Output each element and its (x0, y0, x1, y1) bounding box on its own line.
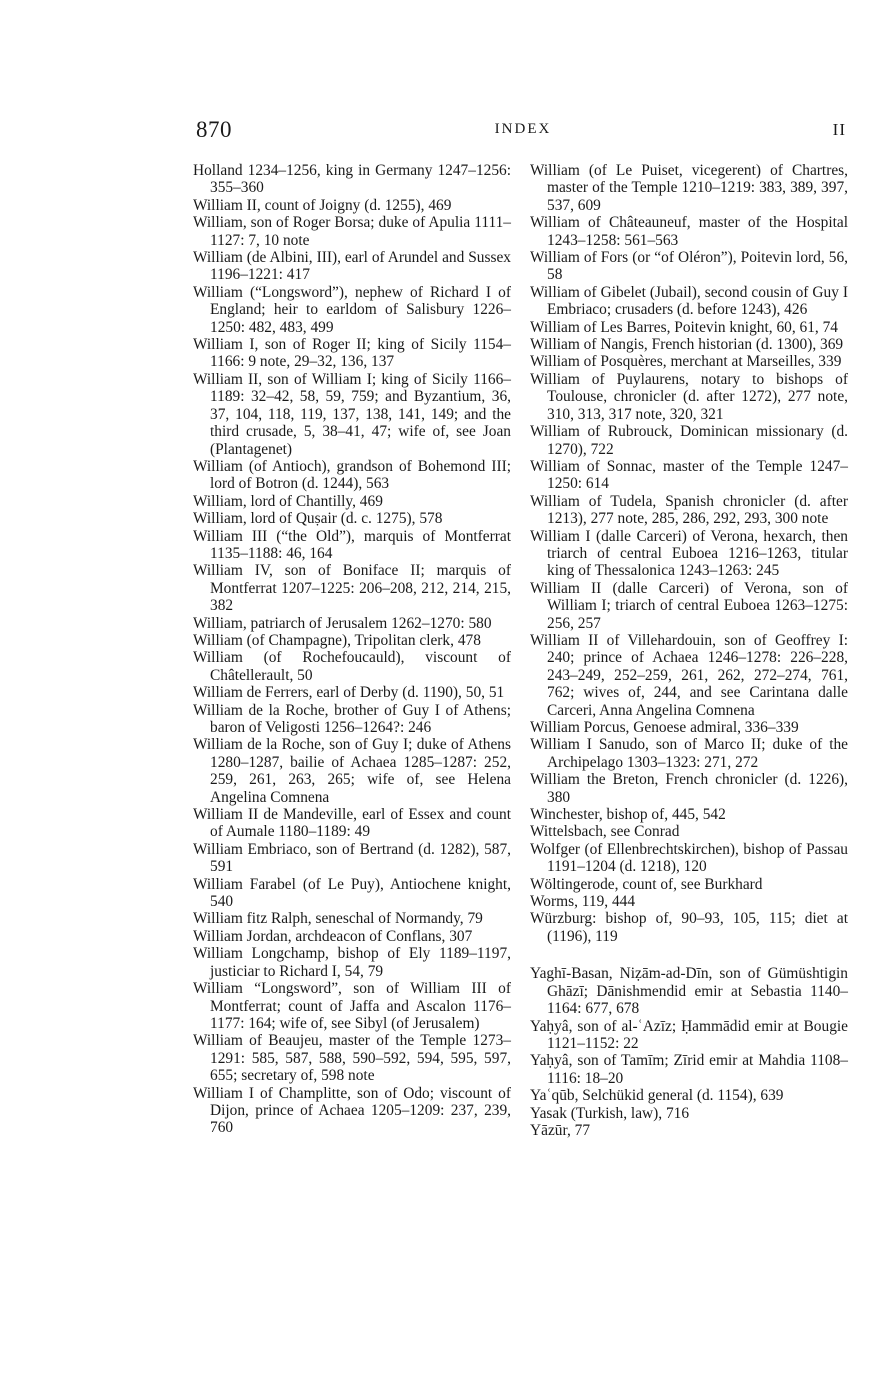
page-header (196, 117, 850, 145)
index-entry: William II, count of Joigny (d. 1255), 469 (193, 196, 452, 214)
index-entry: Yaḥyâ, son of al-ʿAzīz; Ḥammādid emir at Bougie 1121–1152: 22 (530, 1017, 848, 1052)
index-entry: Yāzūr, 77 (530, 1121, 591, 1139)
index-entry: William, lord of Chantilly, 469 (193, 492, 383, 510)
index-entry: William fitz Ralph, seneschal of Normandy, 79 (193, 910, 483, 928)
index-entry: William of Fors (or “of Oléron”), Poitevin lord, 56, 58 (530, 249, 848, 284)
index-entry: William, patriarch of Jerusalem 1262–1270: 580 (193, 614, 492, 632)
index-entry: William (“Longsword”), nephew of Richard I of England; heir to earldom of Salisbury 1226–1250: 482, 483, 499 (193, 283, 511, 336)
index-entry: William II (dalle Carceri) of Verona, son of William I; triarch of central Euboea 1263–1275: 256, 257 (530, 579, 848, 632)
index-entry: William the Breton, French chronicler (d. 1226), 380 (530, 771, 848, 806)
index-entry: William I Sanudo, son of Marco II; duke of the Archipelago 1303–1323: 271, 272 (530, 736, 848, 771)
index-entry: William of Les Barres, Poitevin knight, 60, 61, 74 (530, 318, 839, 336)
index-entry: William Embriaco, son of Bertrand (d. 1282), 587, 591 (193, 840, 511, 876)
index-entry: William of Beaujeu, master of the Temple 1273–1291: 585, 587, 588, 590–592, 594, 595, 597, 655; secretary of, 598 note (193, 1032, 511, 1085)
index-entry: Worms, 119, 444 (530, 893, 636, 911)
index-entry: William (of Rochefoucauld), viscount of Châtellerault, 50 (193, 649, 511, 684)
index-entry: William (of Antioch), grandson of Bohemond III; lord of Botron (d. 1244), 563 (193, 457, 511, 493)
volume-number: II (832, 120, 846, 139)
index-column-left (193, 162, 511, 1137)
index-entry: William of Rubrouck, Dominican missionary (d. 1270), 722 (530, 423, 848, 458)
index-entry: Würzburg: bishop of, 90–93, 105, 115; diet at (1196), 119 (530, 910, 848, 945)
index-entry: Holland 1234–1256, king in Germany 1247–1256: 355–360 (193, 162, 511, 197)
index-entry: William II of Villehardouin, son of Geoffrey I: 240; prince of Achaea 1246–1278: 226–228, 243–249, 252–259, 261, 262, 272–274, 761, 762; wives of, 244, and see Carintana dalle Carceri, Anna Angelina Comnena (530, 631, 848, 719)
index-entry: William I of Champlitte, son of Odo; viscount of Dijon, prince of Achaea 1205–1209: 237, 239, 760 (193, 1084, 511, 1137)
index-entry: William IV, son of Boniface II; marquis of Montferrat 1207–1225: 206–208, 212, 214, 215, 382 (193, 562, 511, 615)
letter-section-gap (530, 945, 848, 965)
index-entry: William Longchamp, bishop of Ely 1189–1197, justiciar to Richard I, 54, 79 (193, 945, 511, 980)
index-entry: Winchester, bishop of, 445, 542 (530, 806, 726, 824)
index-entry: William of Tudela, Spanish chronicler (d. after 1213), 277 note, 285, 286, 292, 293, 300 note (530, 492, 848, 528)
index-entry: William of Sonnac, master of the Temple 1247–1250: 614 (530, 457, 848, 493)
index-entry: William Jordan, archdeacon of Conflans, 307 (193, 927, 473, 945)
index-entry: William de Ferrers, earl of Derby (d. 1190), 50, 51 (193, 684, 505, 702)
index-entry: William of Posquères, merchant at Marseilles, 339 (530, 353, 842, 371)
index-entry: William I, son of Roger II; king of Sicily 1154–1166: 9 note, 29–32, 136, 137 (193, 336, 511, 371)
index-entry: William II, son of William I; king of Sicily 1166–1189: 32–42, 58, 59, 759; and Byzantium, 36, 37, 104, 118, 119, 137, 138, 141, 149; and the third crusade, 5, 38–41, 47; wife of, see Joan (Plantagenet) (193, 370, 511, 458)
index-entry: Yasak (Turkish, law), 716 (530, 1104, 690, 1122)
index-entry: William de la Roche, son of Guy I; duke of Athens 1280–1287, bailie of Achaea 1285–1287: 252, 259, 261, 263, 265; wife of, see Helena Angelina Comnena (193, 736, 511, 806)
index-entry: Yaḥyâ, son of Tamīm; Zīrid emir at Mahdia 1108–1116: 18–20 (530, 1052, 848, 1087)
index-entry: William (de Albini, III), earl of Arundel and Sussex 1196–1221: 417 (193, 249, 511, 284)
index-entry: Yaghī-Basan, Niẓām-ad-Dīn, son of Gümüshtigin Ghāzī; Dānishmendid emir at Sebastia 1140–1164: 677, 678 (530, 965, 848, 1018)
index-entry: William Porcus, Genoese admiral, 336–339 (530, 719, 799, 736)
index-entry: Yaʿqūb, Selchükid general (d. 1154), 639 (530, 1087, 784, 1105)
index-entry: William, lord of Quṣair (d. c. 1275), 578 (193, 510, 443, 528)
index-entry: William of Puylaurens, notary to bishops of Toulouse, chronicler (d. after 1272), 277 note, 310, 313, 317 note, 320, 321 (530, 370, 848, 423)
page-number: 870 (196, 117, 232, 142)
index-entry: William I (dalle Carceri) of Verona, hexarch, then triarch of central Euboea 1216–1263, titular king of Thessalonica 1243–1263: 245 (530, 527, 848, 580)
index-entry: William (of Champagne), Tripolitan clerk, 478 (193, 631, 481, 649)
index-entry: William de la Roche, brother of Guy I of Athens; baron of Veligosti 1256–1264?: 246 (193, 701, 511, 736)
index-entry: William of Gibelet (Jubail), second cousin of Guy I Embriaco; crusaders (d. before 1243), 426 (530, 283, 848, 319)
index-entry: William “Longsword”, son of William III of Montferrat; count of Jaffa and Ascalon 1176–1177: 164; wife of, see Sibyl (of Jerusalem) (193, 980, 511, 1032)
index-entry: Wolfger (of Ellenbrechtskirchen), bishop of Passau 1191–1204 (d. 1218), 120 (530, 840, 848, 876)
running-head: INDEX (494, 121, 552, 137)
index-entry: William of Nangis, French historian (d. 1300), 369 (530, 336, 844, 354)
index-entry: William of Châteauneuf, master of the Hospital 1243–1258: 561–563 (530, 214, 848, 249)
index-entry: William III (“the Old”), marquis of Montferrat 1135–1188: 46, 164 (193, 527, 511, 562)
index-entry: William II de Mandeville, earl of Essex and count of Aumale 1180–1189: 49 (193, 806, 511, 841)
index-entry: Wöltingerode, count of, see Burkhard (530, 875, 763, 893)
index-entry: Wittelsbach, see Conrad (530, 823, 680, 841)
index-column-right (530, 162, 848, 1139)
index-entry: William (of Le Puiset, vicegerent) of Chartres, master of the Temple 1210–1219: 383, 389, 397, 537, 609 (530, 162, 848, 214)
index-entry: William, son of Roger Borsa; duke of Apulia 1111–1127: 7, 10 note (193, 214, 511, 249)
index-entry: William Farabel (of Le Puy), Antiochene knight, 540 (193, 875, 511, 911)
